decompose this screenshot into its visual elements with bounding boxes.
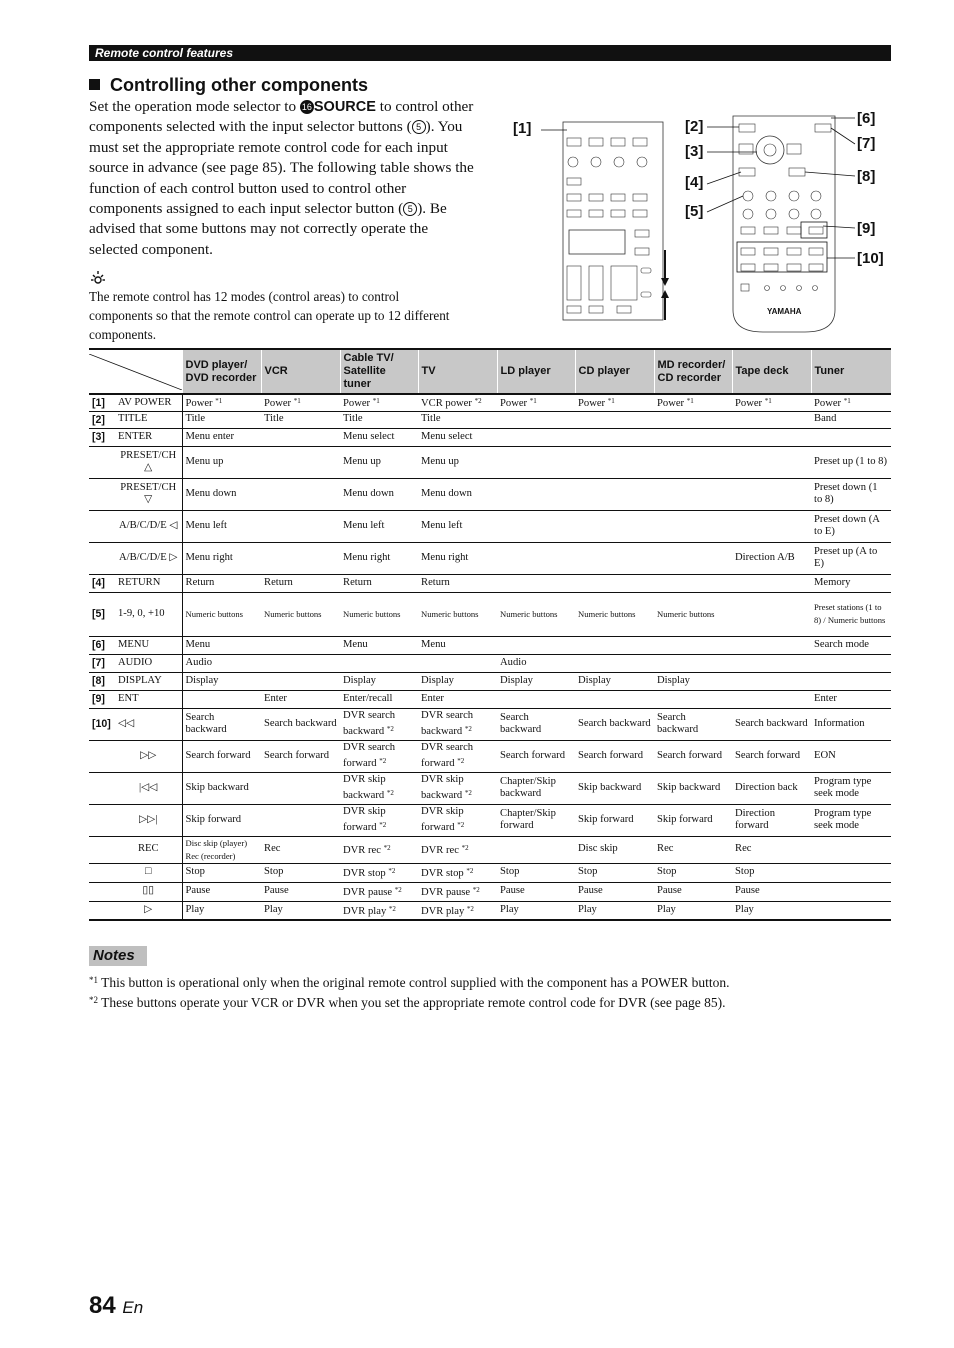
table-cell: Preset up (A to E) (811, 542, 891, 574)
table-cell: Power $^{*1}$ (340, 394, 418, 411)
table-cell: Menu up (182, 446, 261, 478)
table-cell: Enter (418, 690, 497, 708)
row-number (89, 542, 115, 574)
table-cell: Memory (811, 574, 891, 592)
table-cell (575, 446, 654, 478)
table-cell: DVR play $^{*2}$ (340, 901, 418, 920)
diagonal-cell (89, 349, 182, 394)
table-cell: DVR search backward $^{*2}$ (418, 708, 497, 740)
table-row (89, 574, 891, 592)
table-cell: Preset down (1 to 8) (811, 478, 891, 510)
table-cell: Menu right (182, 542, 261, 574)
table-cell: Search forward (261, 740, 340, 772)
table-cell: Chapter/Skip forward (497, 804, 575, 836)
table-cell: Search backward (732, 708, 811, 740)
section-title-text: Controlling other components (110, 75, 368, 95)
table-cell (340, 654, 418, 672)
table-cell (732, 510, 811, 542)
callout-2: [2] (685, 118, 704, 135)
table-cell (497, 574, 575, 592)
callout-1: [1] (513, 120, 532, 137)
table-cell (811, 672, 891, 690)
yamaha-logo: YAMAHA (767, 307, 802, 316)
table-cell: Play (261, 901, 340, 920)
function-table (89, 348, 891, 921)
table-cell: Menu select (340, 428, 418, 446)
table-cell: DVR rec $^{*2}$ (340, 836, 418, 863)
table-row (89, 863, 891, 882)
row-button-label: ▷▷| (115, 804, 182, 836)
table-cell: Return (261, 574, 340, 592)
table-cell: Menu down (182, 478, 261, 510)
row-button-label: A/B/C/D/E ▷ (115, 542, 182, 574)
col-header: VCR (261, 349, 340, 394)
table-cell: Menu left (182, 510, 261, 542)
table-cell: Rec (654, 836, 732, 863)
table-row (89, 672, 891, 690)
table-cell: Numeric buttons (340, 592, 418, 636)
row-button-label: □ (115, 863, 182, 882)
table-row (89, 411, 891, 428)
table-row (89, 592, 891, 636)
callout-4: [4] (685, 174, 704, 191)
table-cell: Skip forward (654, 804, 732, 836)
table-cell: Menu left (418, 510, 497, 542)
notes-title: Notes (89, 946, 147, 966)
callout-8: [8] (857, 168, 876, 185)
row-button-label: MENU (115, 636, 182, 654)
row-number: [10] (89, 708, 115, 740)
row-number: [3] (89, 428, 115, 446)
table-cell: Display (182, 672, 261, 690)
table-cell: Search mode (811, 636, 891, 654)
table-cell: Stop (654, 863, 732, 882)
table-cell: Search backward (497, 708, 575, 740)
table-cell: Pause (497, 882, 575, 901)
row-button-label: AUDIO (115, 654, 182, 672)
row-number: [4] (89, 574, 115, 592)
table-cell (261, 804, 340, 836)
table-cell: Play (654, 901, 732, 920)
table-cell: Disc skip (575, 836, 654, 863)
table-cell: DVR pause $^{*2}$ (340, 882, 418, 901)
table-cell: Stop (575, 863, 654, 882)
table-cell: Return (182, 574, 261, 592)
source-number-icon: 16 (301, 102, 312, 112)
table-cell: Stop (732, 863, 811, 882)
table-cell: Display (418, 672, 497, 690)
table-cell (575, 510, 654, 542)
table-cell (732, 478, 811, 510)
row-number: [9] (89, 690, 115, 708)
table-cell (497, 478, 575, 510)
table-cell: Search backward (261, 708, 340, 740)
row-number: [6] (89, 636, 115, 654)
row-button-label: PRESET/CH △ (115, 446, 182, 478)
table-cell: Chapter/Skip backward (497, 772, 575, 804)
table-cell: Preset down (A to E) (811, 510, 891, 542)
table-cell: Preset stations (1 to 8) / Numeric buttons (811, 592, 891, 636)
table-cell: Return (418, 574, 497, 592)
table-cell: VCR power $^{*2}$ (418, 394, 497, 411)
table-cell: Menu enter (182, 428, 261, 446)
table-cell (654, 574, 732, 592)
header-bar (89, 45, 891, 61)
table-cell: Return (340, 574, 418, 592)
table-cell: Title (261, 411, 340, 428)
table-cell: Skip forward (182, 804, 261, 836)
table-cell: Menu (418, 636, 497, 654)
table-cell (575, 574, 654, 592)
table-cell: Enter/recall (340, 690, 418, 708)
callout-3: [3] (685, 143, 704, 160)
table-cell (497, 836, 575, 863)
table-cell (811, 863, 891, 882)
table-row (89, 882, 891, 901)
row-number (89, 804, 115, 836)
table-cell: Search forward (575, 740, 654, 772)
table-cell: Enter (811, 690, 891, 708)
table-cell: Power $^{*1}$ (497, 394, 575, 411)
table-cell: Pause (732, 882, 811, 901)
callout-9: [9] (857, 220, 876, 237)
table-cell: Numeric buttons (654, 592, 732, 636)
table-cell (732, 672, 811, 690)
table-cell: Stop (497, 863, 575, 882)
table-cell (497, 446, 575, 478)
col-header: TV (418, 349, 497, 394)
tip-lightbulb-icon (90, 270, 110, 286)
table-cell: Skip forward (575, 804, 654, 836)
table-cell (575, 411, 654, 428)
row-number: [7] (89, 654, 115, 672)
table-cell: Title (182, 411, 261, 428)
row-number (89, 901, 115, 920)
table-cell: DVR pause $^{*2}$ (418, 882, 497, 901)
table-cell: Play (575, 901, 654, 920)
table-cell: Direction A/B (732, 542, 811, 574)
table-cell: Menu up (418, 446, 497, 478)
table-header-row (89, 349, 891, 394)
row-button-label: AV POWER (115, 394, 182, 411)
note-1: $^{*1}$ This button is operational only when the original remote control supplied with the component has a POWER button. (89, 975, 730, 990)
square-bullet-icon (89, 79, 100, 90)
row-button-label: |◁◁ (115, 772, 182, 804)
row-button-label: DISPLAY (115, 672, 182, 690)
table-row (89, 542, 891, 574)
row-number (89, 836, 115, 863)
table-cell: Menu right (340, 542, 418, 574)
table-cell: DVR skip forward $^{*2}$ (340, 804, 418, 836)
table-cell: Search backward (182, 708, 261, 740)
col-header: CD player (575, 349, 654, 394)
table-cell: Search backward (575, 708, 654, 740)
table-row (89, 836, 891, 863)
table-cell: Play (732, 901, 811, 920)
table-cell (497, 428, 575, 446)
table-cell (575, 654, 654, 672)
table-cell: Pause (261, 882, 340, 901)
table-cell (732, 446, 811, 478)
row-number: [1] (89, 394, 115, 411)
table-cell (418, 654, 497, 672)
row-number: [5] (89, 592, 115, 636)
table-cell: Power $^{*1}$ (654, 394, 732, 411)
table-cell: Audio (497, 654, 575, 672)
table-cell: DVR search forward $^{*2}$ (418, 740, 497, 772)
table-row (89, 804, 891, 836)
table-row (89, 708, 891, 740)
table-cell (654, 478, 732, 510)
row-button-label: ▷ (115, 901, 182, 920)
table-cell (732, 636, 811, 654)
row-number (89, 510, 115, 542)
table-row (89, 394, 891, 411)
table-cell (575, 478, 654, 510)
table-row (89, 446, 891, 478)
note-2: $^{*2}$ These buttons operate your VCR or DVR when you set the appropriate remote control code for DVR (see page 85). (89, 995, 726, 1010)
row-number: [2] (89, 411, 115, 428)
table-cell: Search forward (497, 740, 575, 772)
table-cell: Title (418, 411, 497, 428)
row-number (89, 772, 115, 804)
table-cell: Title (340, 411, 418, 428)
table-cell: Numeric buttons (182, 592, 261, 636)
table-cell: DVR stop $^{*2}$ (418, 863, 497, 882)
table-cell: Display (575, 672, 654, 690)
table-cell (654, 411, 732, 428)
table-cell: Skip backward (575, 772, 654, 804)
table-cell (811, 428, 891, 446)
table-cell (261, 654, 340, 672)
table-cell: EON (811, 740, 891, 772)
tip-text: The remote control has 12 modes (control areas) to control components so that the remote control can operate up to 12 different components. (89, 289, 450, 342)
input-button-number-icon: 5 (412, 120, 426, 134)
table-cell: Preset up (1 to 8) (811, 446, 891, 478)
table-cell (811, 836, 891, 863)
section-title (89, 74, 368, 96)
row-number (89, 478, 115, 510)
table-row (89, 478, 891, 510)
table-cell (497, 411, 575, 428)
row-button-label: RETURN (115, 574, 182, 592)
row-button-label: ENTER (115, 428, 182, 446)
table-cell: Menu down (340, 478, 418, 510)
table-cell (497, 510, 575, 542)
row-button-label: ◁◁ (115, 708, 182, 740)
table-row (89, 740, 891, 772)
table-cell (654, 690, 732, 708)
row-button-label: ▷▷ (115, 740, 182, 772)
table-cell: DVR rec $^{*2}$ (418, 836, 497, 863)
col-header: Tape deck (732, 349, 811, 394)
table-cell: Power $^{*1}$ (811, 394, 891, 411)
table-cell (497, 690, 575, 708)
table-cell (732, 574, 811, 592)
table-cell (732, 428, 811, 446)
row-button-label: 1-9, 0, +10 (115, 592, 182, 636)
table-row (89, 690, 891, 708)
table-cell: Play (497, 901, 575, 920)
table-cell: Search forward (654, 740, 732, 772)
table-cell: Search backward (654, 708, 732, 740)
row-button-label: ▯▯ (115, 882, 182, 901)
table-cell (261, 478, 340, 510)
table-cell: Disc skip (player) Rec (recorder) (182, 836, 261, 863)
table-cell (654, 636, 732, 654)
table-cell (575, 542, 654, 574)
col-header: MD recorder/ CD recorder (654, 349, 732, 394)
table-cell: Numeric buttons (261, 592, 340, 636)
table-cell: DVR skip backward $^{*2}$ (340, 772, 418, 804)
table-cell: Numeric buttons (575, 592, 654, 636)
table-cell (732, 592, 811, 636)
table-cell: Menu (182, 636, 261, 654)
table-cell: Rec (732, 836, 811, 863)
table-cell (654, 542, 732, 574)
table-cell (732, 690, 811, 708)
col-header: DVD player/ DVD recorder (182, 349, 261, 394)
table-cell: Stop (261, 863, 340, 882)
table-cell (575, 428, 654, 446)
table-cell (497, 636, 575, 654)
table-cell (575, 690, 654, 708)
table-cell (654, 446, 732, 478)
table-cell: Menu right (418, 542, 497, 574)
table-cell: Enter (261, 690, 340, 708)
table-cell: DVR play $^{*2}$ (418, 901, 497, 920)
table-cell (261, 772, 340, 804)
row-button-label: A/B/C/D/E ◁ (115, 510, 182, 542)
table-cell (261, 542, 340, 574)
table-cell (261, 428, 340, 446)
table-cell: Program type seek mode (811, 772, 891, 804)
table-cell: Menu up (340, 446, 418, 478)
table-cell: Pause (575, 882, 654, 901)
table-cell: DVR skip backward $^{*2}$ (418, 772, 497, 804)
remote-diagram (505, 110, 895, 340)
table-cell (261, 636, 340, 654)
row-number (89, 740, 115, 772)
row-number (89, 446, 115, 478)
table-cell (261, 672, 340, 690)
table-cell: Display (340, 672, 418, 690)
table-cell (811, 882, 891, 901)
callout-7: [7] (857, 135, 876, 152)
table-cell (811, 654, 891, 672)
table-cell (811, 901, 891, 920)
table-row (89, 901, 891, 920)
callout-10: [10] (857, 250, 884, 267)
table-cell: Search forward (732, 740, 811, 772)
table-cell (654, 428, 732, 446)
table-cell (497, 542, 575, 574)
col-header: Tuner (811, 349, 891, 394)
table-row (89, 636, 891, 654)
table-cell: Rec (261, 836, 340, 863)
table-cell: Display (654, 672, 732, 690)
table-cell: Search forward (182, 740, 261, 772)
table-cell: Power $^{*1}$ (732, 394, 811, 411)
callout-5: [5] (685, 203, 704, 220)
row-number (89, 863, 115, 882)
table-cell: Direction forward (732, 804, 811, 836)
row-number: [8] (89, 672, 115, 690)
table-cell (654, 510, 732, 542)
table-cell: Display (497, 672, 575, 690)
table-cell: Pause (654, 882, 732, 901)
diagonal-line-icon (89, 354, 182, 390)
table-cell (654, 654, 732, 672)
table-cell: Band (811, 411, 891, 428)
intro-paragraph: Set the operation mode selector to 16 SOURCE to control other components selected with the input selector buttons ( 5 ). You must set the appropriate remote control code for each input source in advance (see page 85). The following table shows the function of each control button used to control other components assigned to each input selector button ( 5 ). Be advised that some buttons may not correctly operate the selected component. (89, 98, 474, 258)
table-cell: DVR search forward $^{*2}$ (340, 740, 418, 772)
table-cell: Numeric buttons (418, 592, 497, 636)
table-cell: DVR skip forward $^{*2}$ (418, 804, 497, 836)
table-cell: Play (182, 901, 261, 920)
header-label: Remote control features (95, 46, 234, 60)
table-cell: Information (811, 708, 891, 740)
table-cell (261, 510, 340, 542)
table-cell: Menu down (418, 478, 497, 510)
col-header: LD player (497, 349, 575, 394)
row-button-label: TITLE (115, 411, 182, 428)
table-cell: Stop (182, 863, 261, 882)
table-cell: DVR search backward $^{*2}$ (340, 708, 418, 740)
row-button-label: PRESET/CH ▽ (115, 478, 182, 510)
table-cell: Pause (182, 882, 261, 901)
callout-6: [6] (857, 110, 876, 127)
table-cell: Menu left (340, 510, 418, 542)
table-cell: Power $^{*1}$ (261, 394, 340, 411)
input-button-number-icon: 5 (403, 202, 417, 216)
table-cell (732, 654, 811, 672)
table-body (89, 394, 891, 920)
table-cell: Numeric buttons (497, 592, 575, 636)
table-row (89, 654, 891, 672)
table-cell: DVR stop $^{*2}$ (340, 863, 418, 882)
table-cell: Audio (182, 654, 261, 672)
table-row (89, 510, 891, 542)
table-cell (261, 446, 340, 478)
page-number: 84 En (89, 1292, 144, 1319)
table-cell (732, 411, 811, 428)
col-header: Cable TV/ Satellite tuner (340, 349, 418, 394)
source-label: SOURCE (313, 99, 376, 115)
table-cell: Program type seek mode (811, 804, 891, 836)
table-row (89, 772, 891, 804)
table-cell (575, 636, 654, 654)
table-cell: Skip backward (654, 772, 732, 804)
row-button-label: REC (115, 836, 182, 863)
table-cell: Power $^{*1}$ (575, 394, 654, 411)
row-number (89, 882, 115, 901)
row-button-label: ENT (115, 690, 182, 708)
table-cell: Power $^{*1}$ (182, 394, 261, 411)
table-cell: Menu select (418, 428, 497, 446)
table-cell: Menu (340, 636, 418, 654)
table-cell (182, 690, 261, 708)
table-row (89, 428, 891, 446)
table-cell: Direction back (732, 772, 811, 804)
table-cell: Skip backward (182, 772, 261, 804)
